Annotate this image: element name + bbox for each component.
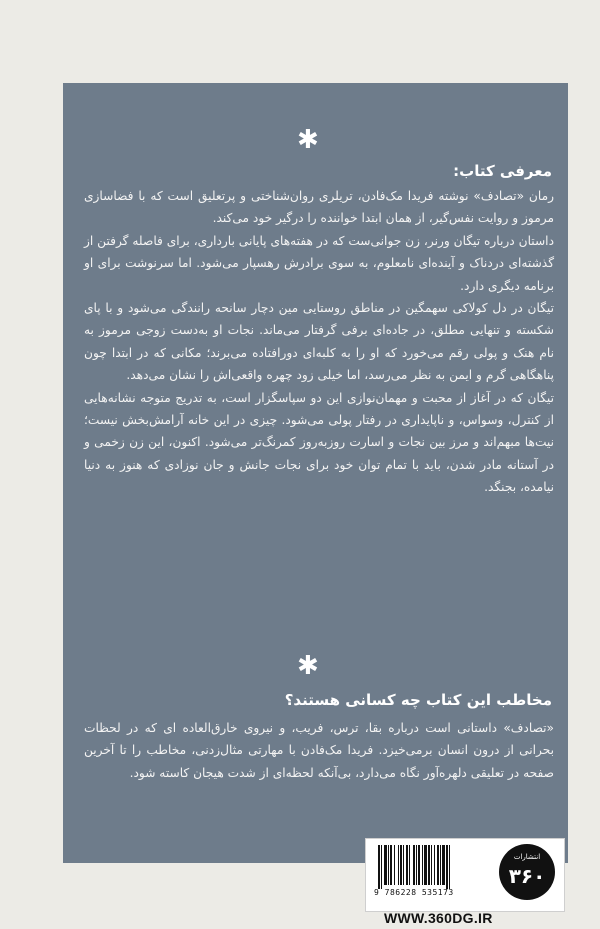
barcode-bar bbox=[449, 845, 450, 889]
intro-paragraph-2: داستان درباره تیگان ورنر، زن جوانی‌ست که در هفته‌های پایانی بارداری، برای فاصله گرفتن از گذشته‌ای دردناک و آینده‌ای نامعلوم، به سوی برادرش رهسپار می‌شود. اما سرنوشت برای او برنامه دیگری دارد. bbox=[84, 233, 554, 293]
intro-paragraph-1: رمان «تصادف» نوشته فریدا مک‌فادن، تریلری روان‌شناختی و پرتعلیق است که با فضاسازی مرموز و روایت نفس‌گیر، از همان ابتدا خواننده را درگیر خود می‌کند. bbox=[84, 189, 554, 226]
audience-body bbox=[84, 717, 554, 784]
barcode-bar bbox=[381, 845, 382, 889]
isbn-number: 9 786228 535173 bbox=[374, 888, 454, 897]
publisher-logo bbox=[499, 844, 555, 900]
barcode-bar bbox=[413, 845, 415, 885]
publisher-website[interactable]: WWW.360DG.IR bbox=[384, 910, 493, 926]
intro-paragraph-3: تیگان در دل کولاکی سهمگین در مناطق روستایی مین دچار سانحه رانندگی می‌شود و با پای شکسته و تنهایی مطلق، در جاده‌ای برفی گرفتار می‌ماند. نجات او به‌دست زوجی مرموز به نام هنک و پولی رقم می‌خورد که او را به کلبه‌ای دورافتاده می‌برند؛ مکانی که در ابتدا چون پناهگاهی گرم و ایمن به نظر می‌رسد، اما خیلی زود چهره واقعی‌اش را نشان می‌دهد. bbox=[84, 301, 554, 383]
barcode-bar bbox=[378, 845, 380, 889]
barcode-bar bbox=[403, 845, 404, 885]
barcode-bar bbox=[394, 845, 395, 885]
intro-body bbox=[84, 185, 554, 499]
barcode-bar bbox=[390, 845, 392, 885]
barcode-bar bbox=[406, 845, 408, 885]
audience-paragraph-1: «تصادف» داستانی است درباره بقا، ترس، فریب، و نیروی خارق‌العاده ای که در لحظات بحرانی از درون انسان برمی‌خیزد. فریدا مک‌فادن با مهارتی مثال‌زدنی، مخاطب را تا آخرین صفحه در تعلیقی دلهره‌آور نگاه می‌دارد، بی‌آنکه لحظه‌ای از شدت هیجان کاسته شود. bbox=[84, 721, 554, 780]
isbn-barcode-label bbox=[365, 838, 565, 912]
barcode-bar bbox=[442, 845, 445, 885]
barcode-bar bbox=[424, 845, 427, 885]
barcode-bar bbox=[428, 845, 430, 885]
barcode-bar bbox=[416, 845, 417, 885]
barcode-bar bbox=[446, 845, 448, 889]
publisher-logo-caption: انتشارات bbox=[513, 853, 541, 861]
barcode-icon bbox=[376, 845, 494, 889]
barcode-bar bbox=[440, 845, 441, 885]
barcode-bar bbox=[418, 845, 420, 885]
intro-paragraph-4: تیگان که در آغاز از محبت و مهمان‌نوازی این دو سپاسگزار است، به تدریج متوجه نشانه‌هایی از کنترل، وسواس، و ناپایداری در رفتار پولی می‌شود. چیزی در این خانه آرامش‌بخش نیست؛ نیت‌ها مبهم‌اند و مرز بین نجات و اسارت روزبه‌روز کمرنگ‌تر می‌شود. اکنون، این زن زخمی و در آستانه مادر شدن، باید با تمام توان خود برای نجات جانش و جان نوزادی که هنوز به دنیا نیامده، بجنگد. bbox=[84, 390, 554, 495]
intro-heading: معرفی کتاب: bbox=[453, 162, 552, 180]
barcode-bar bbox=[431, 845, 432, 885]
asterisk-icon: ✱ bbox=[297, 651, 319, 681]
barcode-bar bbox=[388, 845, 389, 885]
barcode-bar bbox=[398, 845, 399, 885]
barcode-bar bbox=[384, 845, 387, 885]
barcode-bar bbox=[400, 845, 402, 885]
barcode-bar bbox=[437, 845, 439, 885]
barcode-bar bbox=[434, 845, 435, 885]
barcode-bar bbox=[422, 845, 423, 885]
back-cover-panel bbox=[63, 83, 568, 863]
asterisk-icon: ✱ bbox=[297, 125, 319, 155]
publisher-logo-number: ۳۶۰ bbox=[508, 864, 546, 888]
audience-heading: مخاطب این کتاب چه کسانی هستند؟ bbox=[284, 691, 552, 709]
barcode-bar bbox=[409, 845, 410, 885]
